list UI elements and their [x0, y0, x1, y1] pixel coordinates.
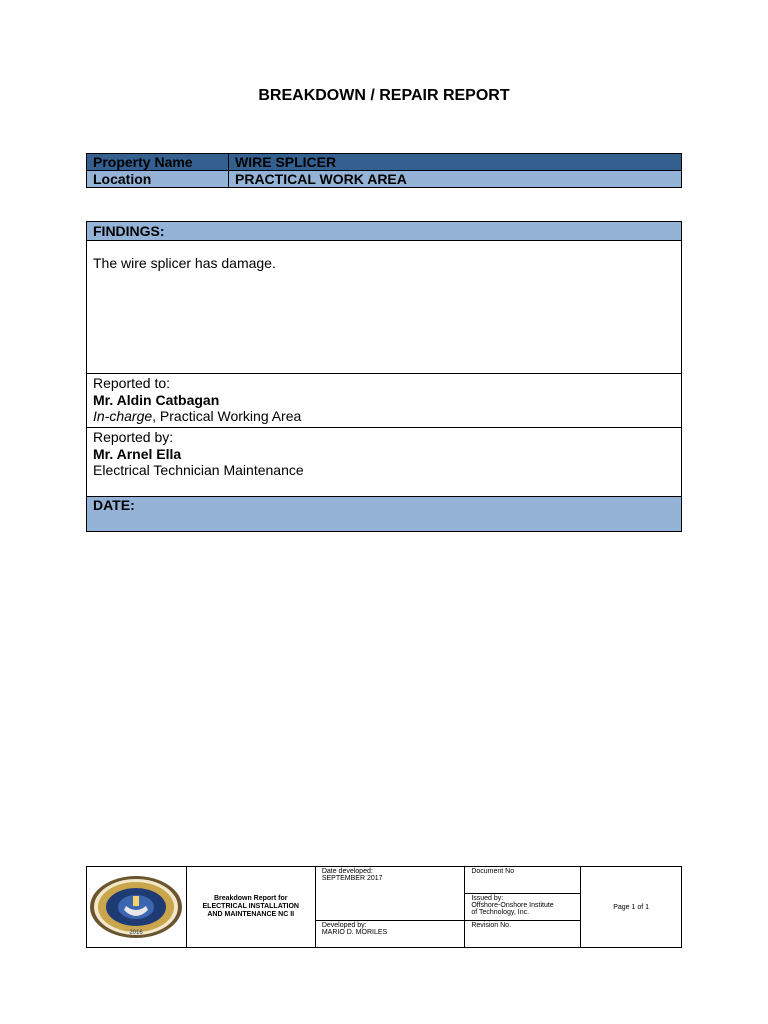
- date-developed-cell: [315, 867, 465, 921]
- reported-by-name: Mr. Arnel Ella: [93, 445, 182, 462]
- seal-year: 2016: [129, 930, 144, 936]
- reported-to-name: Mr. Aldin Catbagan: [93, 391, 220, 408]
- date-developed-label: Date developed:: [321, 868, 373, 875]
- logo-cell: [87, 867, 187, 948]
- property-name-label: Property Name: [87, 154, 229, 171]
- document-no-label: Document No: [471, 868, 515, 875]
- property-name-value: WIRE SPLICER: [229, 154, 682, 171]
- footer-desc-line2: ELECTRICAL INSTALLATION: [202, 903, 299, 910]
- page-number-cell: [581, 867, 682, 948]
- reported-by-cell: [87, 428, 682, 497]
- property-table: [86, 153, 682, 188]
- page-number: Page 1 of 1: [613, 903, 650, 911]
- developed-by-label: Developed by:: [321, 922, 367, 929]
- reported-to-role: , Practical Working Area: [152, 408, 302, 424]
- footer-description: [186, 867, 315, 948]
- reported-to-row: [87, 374, 682, 428]
- footer-desc-line1: Breakdown Report for: [213, 895, 288, 902]
- findings-body-row: [87, 241, 682, 374]
- reported-by-row: [87, 428, 682, 497]
- reported-to-cell: [87, 374, 682, 428]
- issued-by-value-line1: Offshore-Onshore Institute: [471, 902, 554, 909]
- revision-label: Revision No.: [471, 922, 512, 929]
- location-row: [87, 171, 682, 188]
- issued-by-label: Issued by:: [471, 895, 504, 902]
- issued-by-value-line2: of Technology, Inc.: [471, 909, 530, 916]
- findings-text: The wire splicer has damage.: [87, 241, 682, 374]
- institute-seal-logo: [89, 874, 183, 940]
- developed-by-cell: [315, 921, 465, 948]
- reported-by-label: Reported by:: [93, 429, 174, 445]
- reported-to-role-italic: In-charge: [93, 408, 153, 424]
- footer-desc-line3: AND MAINTENANCE NC II: [207, 911, 295, 918]
- location-value: PRACTICAL WORK AREA: [229, 171, 682, 188]
- document-footer: [86, 866, 682, 948]
- findings-label: FINDINGS:: [87, 222, 682, 241]
- findings-table: [86, 221, 682, 532]
- date-developed-value: SEPTEMBER 2017: [321, 875, 383, 882]
- date-label: DATE:: [87, 497, 682, 532]
- property-name-row: [87, 154, 682, 171]
- issued-by-cell: [465, 894, 581, 921]
- page-title: BREAKDOWN / REPAIR REPORT: [258, 87, 510, 104]
- reported-by-role: Electrical Technician Maintenance: [93, 462, 304, 478]
- location-label: Location: [87, 171, 229, 188]
- date-row: [87, 497, 682, 532]
- reported-to-label: Reported to:: [93, 375, 171, 391]
- document-no-cell: [465, 867, 581, 894]
- revision-cell: [465, 921, 581, 948]
- findings-header-row: [87, 222, 682, 241]
- developed-by-value: MARIO D. MORILES: [321, 929, 388, 936]
